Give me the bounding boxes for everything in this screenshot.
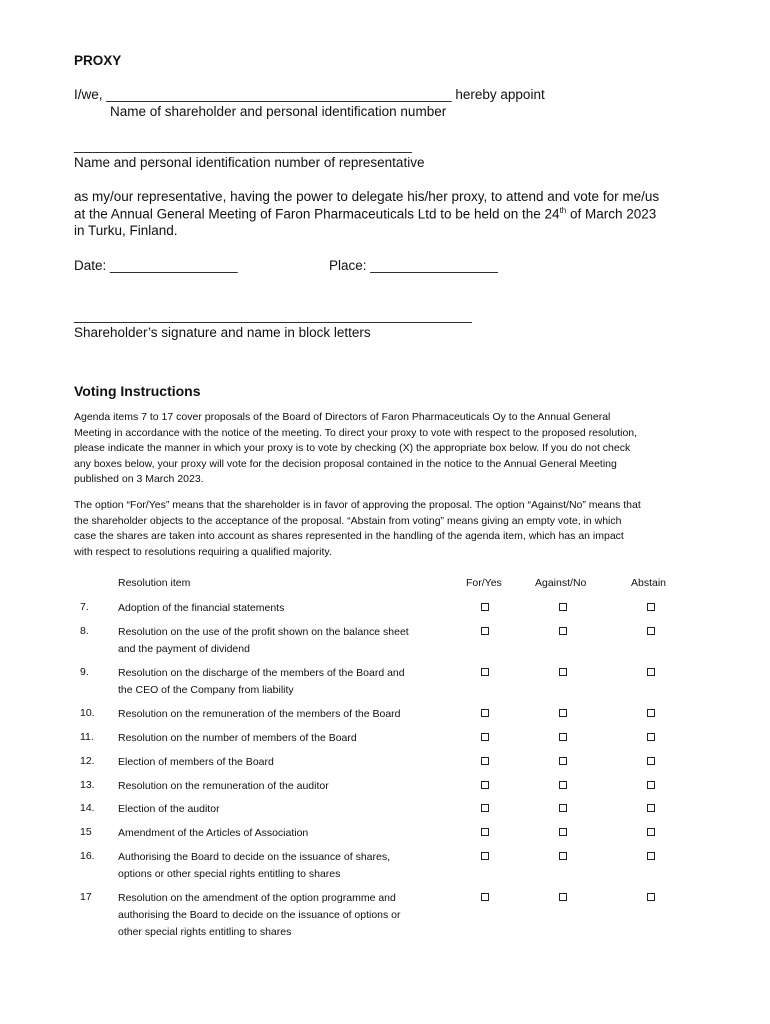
for-yes-checkbox[interactable] [481, 603, 489, 611]
resolution-text-line: authorising the Board to decide on the issuance of options or [118, 909, 401, 921]
against-no-checkbox[interactable] [559, 757, 567, 765]
for-yes-checkbox[interactable] [481, 852, 489, 860]
voting-instructions-paragraph-1 [74, 410, 698, 488]
resolution-text [118, 624, 448, 658]
paragraph-line: the shareholder objects to the acceptance of the proposal. “Abstain from voting” means giving an empty vote, in which [74, 514, 622, 527]
resolution-text [118, 730, 448, 747]
statement-superscript: th [559, 206, 567, 215]
abstain-checkbox[interactable] [647, 709, 655, 717]
resolution-text-line: Resolution on the remuneration of the auditor [118, 780, 329, 792]
resolution-number: 10. [80, 707, 95, 719]
place-field: Place: _________________ [329, 258, 498, 273]
for-yes-checkbox[interactable] [481, 828, 489, 836]
resolution-text-line: Resolution on the remuneration of the members of the Board [118, 708, 401, 720]
resolution-text-line: and the payment of dividend [118, 643, 250, 655]
abstain-checkbox[interactable] [647, 828, 655, 836]
abstain-checkbox[interactable] [647, 668, 655, 676]
for-yes-checkbox[interactable] [481, 757, 489, 765]
against-no-checkbox[interactable] [559, 668, 567, 676]
header-for-yes: For/Yes [466, 577, 502, 589]
abstain-checkbox[interactable] [647, 804, 655, 812]
voting-instructions-paragraph-2 [74, 498, 698, 560]
resolution-text-line: the CEO of the Company from liability [118, 684, 294, 696]
form-title: PROXY [74, 53, 122, 68]
against-no-checkbox[interactable] [559, 709, 567, 717]
against-no-checkbox[interactable] [559, 733, 567, 741]
for-yes-checkbox[interactable] [481, 781, 489, 789]
resolution-number: 8. [80, 625, 89, 637]
resolution-text-line: Resolution on the discharge of the members of the Board and [118, 667, 405, 679]
resolution-text-line: Adoption of the financial statements [118, 602, 285, 614]
paragraph-line: Meeting in accordance with the notice of the meeting. To direct your proxy to vote with respect to the proposed resolution, [74, 426, 638, 439]
paragraph-line: The option “For/Yes” means that the shareholder is in favor of approving the proposal. The option “Against/No” means that [74, 499, 641, 511]
against-no-checkbox[interactable] [559, 804, 567, 812]
resolution-number: 13. [80, 779, 95, 791]
abstain-checkbox[interactable] [647, 893, 655, 901]
resolution-text [118, 849, 448, 883]
representative-blank: _____________________________________________ [74, 138, 412, 153]
resolution-text [118, 754, 448, 771]
paragraph-line: case the shares are taken into account as shares represented in the handling of the agenda item, which has an impact [74, 530, 624, 542]
appoint-line: I/we, ______________________________________________ hereby appoint [74, 87, 545, 102]
for-yes-checkbox[interactable] [481, 893, 489, 901]
for-yes-checkbox[interactable] [481, 733, 489, 741]
resolution-number: 11. [80, 731, 94, 743]
resolution-text-line: Resolution on the amendment of the option programme and [118, 892, 396, 904]
resolution-number: 15 [80, 826, 92, 838]
resolution-text-line: Resolution on the number of members of the Board [118, 732, 357, 744]
abstain-checkbox[interactable] [647, 733, 655, 741]
header-against-no: Against/No [535, 577, 587, 589]
resolution-number: 12. [80, 755, 95, 767]
representative-caption: Name and personal identification number of representative [74, 155, 425, 170]
abstain-checkbox[interactable] [647, 852, 655, 860]
signature-caption: Shareholder’s signature and name in block letters [74, 325, 371, 340]
for-yes-checkbox[interactable] [481, 709, 489, 717]
paragraph-line: any boxes below, your proxy will vote for the decision proposal contained in the notice to the Annual General Meeting [74, 457, 617, 470]
resolution-text-line: Election of members of the Board [118, 756, 274, 768]
for-yes-checkbox[interactable] [481, 627, 489, 635]
statement-line-2 [74, 206, 656, 222]
resolution-text-line: Resolution on the use of the profit shown on the balance sheet [118, 626, 409, 638]
shareholder-caption: Name of shareholder and personal identification number [110, 104, 447, 119]
resolution-number: 7. [80, 601, 89, 613]
paragraph-line: Agenda items 7 to 17 cover proposals of the Board of Directors of Faron Pharmaceuticals Oy to the Annual General [74, 411, 611, 423]
for-yes-checkbox[interactable] [481, 668, 489, 676]
abstain-checkbox[interactable] [647, 757, 655, 765]
paragraph-line: with respect to resolutions requiring a qualified majority. [74, 545, 332, 558]
abstain-checkbox[interactable] [647, 627, 655, 635]
resolution-text [118, 706, 448, 723]
paragraph-line: please indicate the manner in which your proxy is to vote by checking (X) the appropriate box below. If you do not check [74, 442, 631, 454]
resolution-text [118, 600, 448, 617]
resolution-number: 9. [80, 666, 89, 678]
resolution-number: 14. [80, 802, 95, 814]
statement-line-2-pre: at the Annual General Meeting of Faron Pharmaceuticals Ltd to be held on the 24 [74, 206, 560, 222]
header-abstain: Abstain [631, 577, 667, 589]
against-no-checkbox[interactable] [559, 828, 567, 836]
date-field: Date: _________________ [74, 258, 238, 273]
resolution-text [118, 665, 448, 699]
against-no-checkbox[interactable] [559, 852, 567, 860]
resolution-text-line: Authorising the Board to decide on the issuance of shares, [118, 851, 391, 863]
resolution-text-line: Amendment of the Articles of Association [118, 827, 309, 839]
resolution-text-line: Election of the auditor [118, 803, 220, 815]
against-no-checkbox[interactable] [559, 893, 567, 901]
paragraph-line: published on 3 March 2023. [74, 473, 204, 485]
for-yes-checkbox[interactable] [481, 804, 489, 812]
resolution-number: 16. [80, 850, 95, 862]
abstain-checkbox[interactable] [647, 781, 655, 789]
against-no-checkbox[interactable] [559, 603, 567, 611]
against-no-checkbox[interactable] [559, 781, 567, 789]
resolution-text-line: other special rights entitling to shares [118, 926, 292, 938]
signature-blank: _____________________________________________________ [74, 308, 472, 323]
resolution-text [118, 890, 448, 941]
statement-line-2-post: of March 2023 [566, 206, 657, 222]
resolution-text [118, 778, 448, 795]
resolution-text-line: options or other special rights entitling to shares [118, 868, 341, 880]
header-resolution-item: Resolution item [118, 577, 191, 589]
voting-instructions-heading: Voting Instructions [74, 383, 201, 399]
resolution-text [118, 825, 448, 842]
against-no-checkbox[interactable] [559, 627, 567, 635]
resolution-text [118, 801, 448, 818]
statement-line-1: as my/our representative, having the power to delegate his/her proxy, to attend and vote for me/us [74, 189, 660, 204]
resolution-number: 17 [80, 891, 92, 903]
abstain-checkbox[interactable] [647, 603, 655, 611]
statement-line-3: in Turku, Finland. [74, 223, 178, 238]
